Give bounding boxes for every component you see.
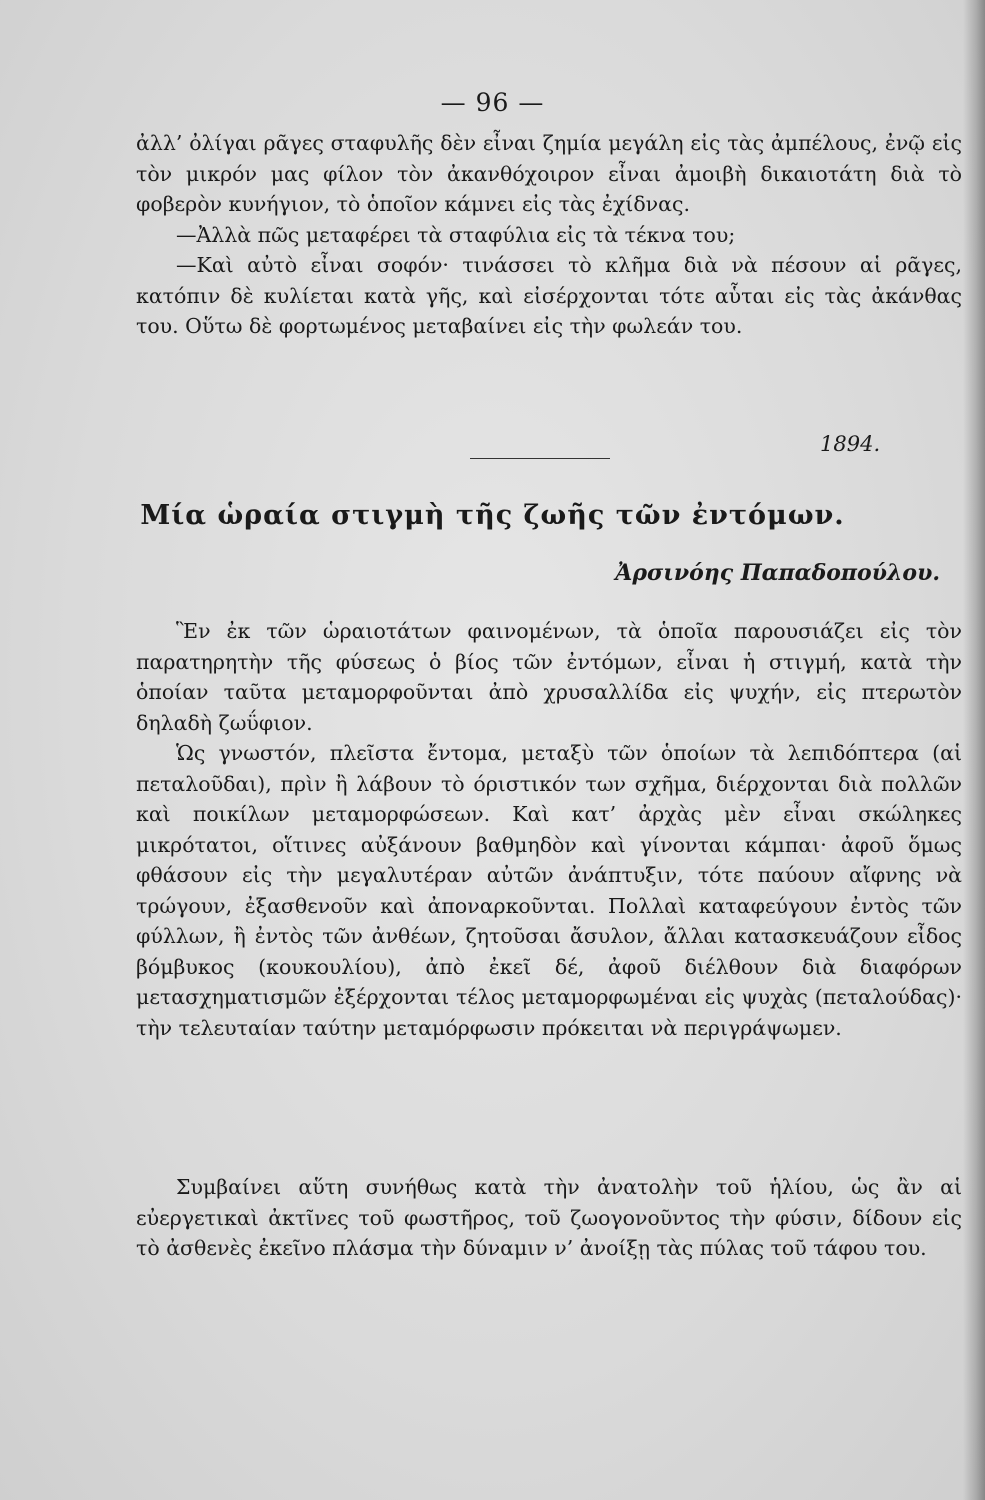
- article-date: 1894.: [820, 432, 881, 456]
- article-body-continued: [136, 1172, 962, 1264]
- continued-text: [136, 128, 962, 342]
- page-spine-shadow: [963, 0, 985, 1500]
- dialogue-line: —Ἀλλὰ πῶς μεταφέρει τὰ σταφύλια εἰς τὰ τέκνα του;: [176, 222, 736, 247]
- paragraph: Ἓν ἐκ τῶν ὡραιοτάτων φαινομένων, τὰ ὁποῖα παρουσιάζει εἰς τὸν παρατηρητὴν τῆς φύσεως ὁ βίος τῶν ἐντόμων, εἶναι ἡ στιγμή, κατὰ τὴν ὁποίαν ταῦτα μεταμορφοῦνται ἀπὸ χρυσαλλίδα εἰς ψυχήν, εἰς πτερωτὸν δηλαδὴ ζωΰφιον.: [136, 619, 962, 735]
- dialogue-line: —Καὶ αὐτὸ εἶναι σοφόν· τινάσσει τὸ κλῆμα διὰ νὰ πέσουν αἱ ρᾶγες, κατόπιν δὲ κυλίεται κατὰ γῆς, καὶ εἰσέρχονται τότε αὗται εἰς τὰς ἀκάνθας του. Οὕτω δὲ φορτωμένος μεταβαίνει εἰς τὴν φωλεάν του.: [136, 253, 962, 338]
- section-divider: [470, 458, 610, 459]
- article-author: Ἀρσινόης Παπαδοπούλου.: [615, 560, 940, 586]
- paragraph: ἀλλ’ ὀλίγαι ρᾶγες σταφυλῆς δὲν εἶναι ζημία μεγάλη εἰς τὰς ἀμπέλους, ἐνῷ εἰς τὸν μικρόν μας φίλον τὸν ἀκανθόχοιρον εἶναι ἀμοιβὴ δικαιοτάτη διὰ τὸ φοβερὸν κυνήγιον, τὸ ὁποῖον κάμνει εἰς τὰς ἐχίδνας.: [136, 131, 962, 216]
- paragraph: Συμβαίνει αὕτη συνήθως κατὰ τὴν ἀνατολὴν τοῦ ἡλίου, ὡς ἂν αἱ εὐεργετικαὶ ἀκτῖνες τοῦ φωστῆρος, τοῦ ζωογονοῦντος τὴν φύσιν, δίδουν εἰς τὸ ἀσθενὲς ἐκεῖνο πλάσμα τὴν δύναμιν ν’ ἀνοίξῃ τὰς πύλας τοῦ τάφου του.: [136, 1175, 962, 1260]
- article-body: [136, 616, 962, 1043]
- paragraph: Ὡς γνωστόν, πλεῖστα ἔντομα, μεταξὺ τῶν ὁποίων τὰ λεπιδόπτερα (αἱ πεταλοῦδαι), πρὶν ἢ λάβουν τὸ όριστικόν των σχῆμα, διέρχονται διὰ πολλῶν καὶ ποικίλων μεταμορφώσεων. Καὶ κατ’ ἀρχὰς μὲν εἶναι σκώληκες μικρότατοι, οἵτινες αὐξάνουν βαθμηδὸν καὶ γίνονται κάμπαι· ἀφοῦ ὅμως φθάσουν εἰς τὴν μεγαλυτέραν αὐτῶν ἀνάπτυξιν, τότε παύουν αἴφνης νὰ τρώγουν, ἐξασθενοῦν καὶ ἀποναρκοῦνται. Πολλαὶ καταφεύγουν ἐντὸς τῶν φύλλων, ἢ ἐντὸς τῶν ἀνθέων, ζητοῦσαι ἄσυλον, ἄλλαι κατασκευάζουν εἶδος βόμβυκος (κουκουλίου), ἀπὸ ἐκεῖ δέ, ἀφοῦ διέλθουν διὰ διαφόρων μετασχηματισμῶν ἐξέρχονται τέλος μεταμορφωμέναι εἰς ψυχὰς (πεταλούδας)· τὴν τελευταίαν ταύτην μεταμόρφωσιν πρόκειται νὰ περιγράψωμεν.: [136, 741, 962, 1040]
- page-number: — 96 —: [440, 88, 545, 117]
- article-title: Μία ὡραία στιγμὴ τῆς ζωῆς τῶν ἐντόμων.: [140, 500, 845, 531]
